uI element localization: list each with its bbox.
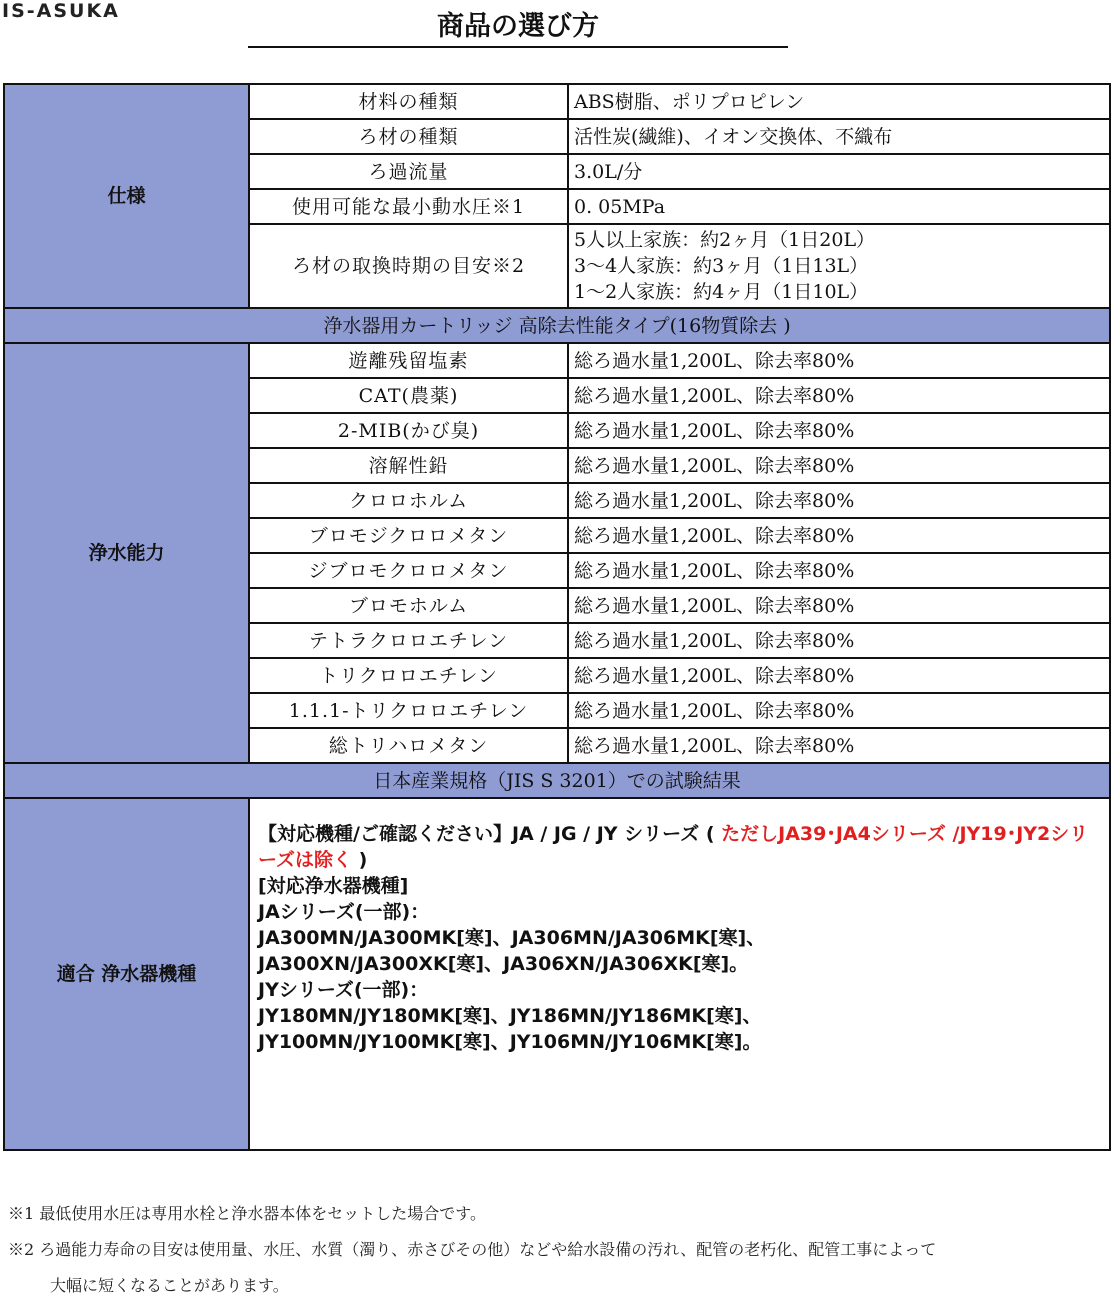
spec-label: ろ過流量 [249, 154, 568, 189]
spec-table [3, 83, 1111, 1151]
replace-line: 1〜2人家族：約4ヶ月（1日10L） [574, 281, 869, 303]
capacity-label: CAT(農薬) [249, 378, 568, 413]
compat-exclusion: ただしJA39･JA4シリーズ /JY19･JY2シリーズは除く [258, 823, 1089, 871]
compat-line: JYシリーズ(一部)： [258, 979, 429, 1001]
capacity-row [4, 343, 1110, 378]
capacity-label: 2-MIB(かび臭) [249, 413, 568, 448]
capacity-label: 遊離残留塩素 [249, 343, 568, 378]
jis-band: 日本産業規格（JIS S 3201）での試験結果 [4, 763, 1110, 798]
spec-label: ろ材の取換時期の目安※2 [249, 224, 568, 308]
replace-line: 5人以上家族：約2ヶ月（1日20L） [574, 229, 876, 251]
capacity-label: 総トリハロメタン [249, 728, 568, 763]
compat-line: JY100MN/JY100MK[寒]、JY106MN/JY106MK[寒]。 [258, 1031, 762, 1053]
brand-logo: IS-ASUKA [2, 0, 120, 22]
compat-intro-text: 【対応機種/ご確認ください】JA / JG / JY シリーズ ( [258, 823, 722, 845]
spec-label: ろ材の種類 [249, 119, 568, 154]
capacity-label: 溶解性鉛 [249, 448, 568, 483]
footnote-2-cont: 大幅に短くなることがあります。 [50, 1276, 289, 1295]
spec-value: 3.0L/分 [568, 154, 1110, 189]
spec-value-replace [568, 224, 1110, 308]
capacity-value: 総ろ過水量1,200L、除去率80% [568, 448, 1110, 483]
cartridge-band: 浄水器用カートリッジ 高除去性能タイプ(16物質除去 ) [4, 308, 1110, 343]
spec-row [4, 84, 1110, 119]
capacity-value: 総ろ過水量1,200L、除去率80% [568, 553, 1110, 588]
capacity-label: ブロモジクロロメタン [249, 518, 568, 553]
capacity-value: 総ろ過水量1,200L、除去率80% [568, 413, 1110, 448]
capacity-value: 総ろ過水量1,200L、除去率80% [568, 588, 1110, 623]
compat-line: [対応浄水器機種] [258, 875, 409, 897]
capacity-label: 1.1.1-トリクロロエチレン [249, 693, 568, 728]
replace-line: 3〜4人家族：約3ヶ月（1日13L） [574, 255, 869, 277]
footnote-2: ※2 ろ過能力寿命の目安は使用量、水圧、水質（濁り、赤さびその他）などや給水設備の汚れ、配管の老朽化、配管工事によって [8, 1240, 937, 1259]
spec-label: 使用可能な最小動水圧※1 [249, 189, 568, 224]
category-compat: 適合 浄水器機種 [4, 798, 249, 1150]
capacity-label: テトラクロロエチレン [249, 623, 568, 658]
capacity-value: 総ろ過水量1,200L、除去率80% [568, 343, 1110, 378]
compat-line: JAシリーズ(一部)： [258, 901, 430, 923]
compat-models [249, 798, 1110, 1150]
footnote-1: ※1 最低使用水圧は専用水栓と浄水器本体をセットした場合です。 [8, 1204, 486, 1223]
capacity-label: トリクロロエチレン [249, 658, 568, 693]
compat-row [4, 798, 1110, 1150]
jis-band-row [4, 763, 1110, 798]
capacity-label: ジブロモクロロメタン [249, 553, 568, 588]
cartridge-band-row [4, 308, 1110, 343]
capacity-value: 総ろ過水量1,200L、除去率80% [568, 483, 1110, 518]
page-title: 商品の選び方 [248, 8, 788, 48]
capacity-value: 総ろ過水量1,200L、除去率80% [568, 378, 1110, 413]
category-spec: 仕様 [4, 84, 249, 308]
spec-value: 活性炭(繊維)、イオン交換体、不織布 [568, 119, 1110, 154]
capacity-label: クロロホルム [249, 483, 568, 518]
compat-line: JY180MN/JY180MK[寒]、JY186MN/JY186MK[寒]、 [258, 1005, 762, 1027]
spec-label: 材料の種類 [249, 84, 568, 119]
compat-line: JA300XN/JA300XK[寒]、JA306XN/JA306XK[寒]。 [258, 953, 749, 975]
capacity-value: 総ろ過水量1,200L、除去率80% [568, 623, 1110, 658]
capacity-value: 総ろ過水量1,200L、除去率80% [568, 693, 1110, 728]
spec-value: 0. 05MPa [568, 189, 1110, 224]
capacity-label: ブロモホルム [249, 588, 568, 623]
compat-intro-close: ) [352, 849, 368, 871]
compat-line: JA300MN/JA300MK[寒]、JA306MN/JA306MK[寒]、 [258, 927, 766, 949]
capacity-value: 総ろ過水量1,200L、除去率80% [568, 728, 1110, 763]
category-capacity: 浄水能力 [4, 343, 249, 763]
footnotes [8, 1196, 1098, 1304]
capacity-value: 総ろ過水量1,200L、除去率80% [568, 518, 1110, 553]
compat-intro [258, 823, 1088, 871]
spec-value: ABS樹脂、ポリプロピレン [568, 84, 1110, 119]
capacity-value: 総ろ過水量1,200L、除去率80% [568, 658, 1110, 693]
